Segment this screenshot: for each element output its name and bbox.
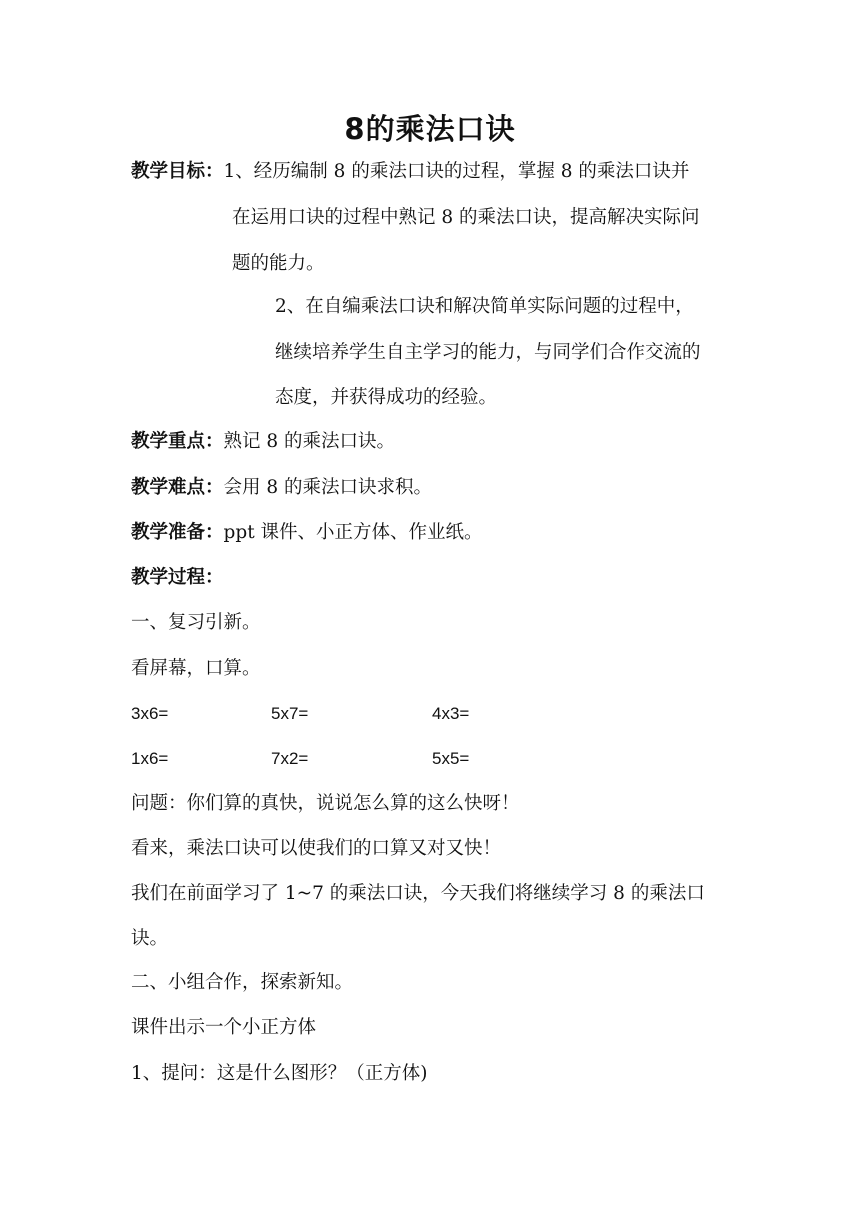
document-title: 8的乘法口诀 bbox=[344, 112, 516, 146]
calc-item: 7x2= bbox=[271, 749, 309, 768]
key-point-text: 熟记 8 的乘法口诀。 bbox=[223, 431, 396, 452]
objectives-line1 bbox=[131, 157, 689, 187]
key-point bbox=[131, 427, 395, 457]
question-1: 问题：你们算的真快，说说怎么算的这么快呀！ bbox=[131, 793, 520, 814]
calc-item: 4x3= bbox=[432, 704, 470, 723]
calc-item: 5x5= bbox=[432, 749, 470, 768]
preparation-label: 教学准备： bbox=[131, 522, 224, 543]
calc-item: 5x7= bbox=[271, 704, 309, 723]
difficulty-text: 会用 8 的乘法口诀求积。 bbox=[223, 477, 433, 498]
objective-1-line2: 在运用口诀的过程中熟记 8 的乘法口诀，提高解决实际问 bbox=[232, 207, 700, 228]
key-point-label: 教学重点： bbox=[131, 431, 224, 452]
section1-heading: 一、复习引新。 bbox=[131, 612, 261, 633]
difficulty bbox=[131, 473, 432, 503]
intro-line1: 我们在前面学习了 1~7 的乘法口诀，今天我们将继续学习 8 的乘法口 bbox=[131, 883, 705, 904]
objectives-label: 教学目标： bbox=[131, 161, 224, 182]
question-2: 1、提问：这是什么图形？（正方体) bbox=[131, 1063, 428, 1084]
objective-2-line1: 2、在自编乘法口诀和解决简单实际问题的过程中， bbox=[275, 296, 694, 317]
preparation bbox=[131, 518, 483, 548]
section1-instruction: 看屏幕，口算。 bbox=[131, 658, 261, 679]
intro-line2: 诀。 bbox=[131, 928, 169, 949]
preparation-text: ppt 课件、小正方体、作业纸。 bbox=[223, 522, 483, 543]
calc-item: 3x6= bbox=[131, 704, 169, 723]
courseware-show: 课件出示一个小正方体 bbox=[131, 1017, 317, 1038]
objective-2-line3: 态度，并获得成功的经验。 bbox=[275, 387, 498, 408]
objective-2-line2: 继续培养学生自主学习的能力，与同学们合作交流的 bbox=[275, 342, 701, 363]
remark-1: 看来，乘法口诀可以使我们的口算又对又快！ bbox=[131, 838, 502, 859]
difficulty-label: 教学难点： bbox=[131, 477, 224, 498]
objective-1-line1: 1、经历编制 8 的乘法口诀的过程，掌握 8 的乘法口诀并 bbox=[223, 161, 690, 182]
objective-1-line3: 题的能力。 bbox=[232, 253, 325, 274]
section2-heading: 二、小组合作，探索新知。 bbox=[131, 972, 354, 993]
calc-item: 1x6= bbox=[131, 749, 169, 768]
process-label: 教学过程： bbox=[131, 567, 224, 588]
